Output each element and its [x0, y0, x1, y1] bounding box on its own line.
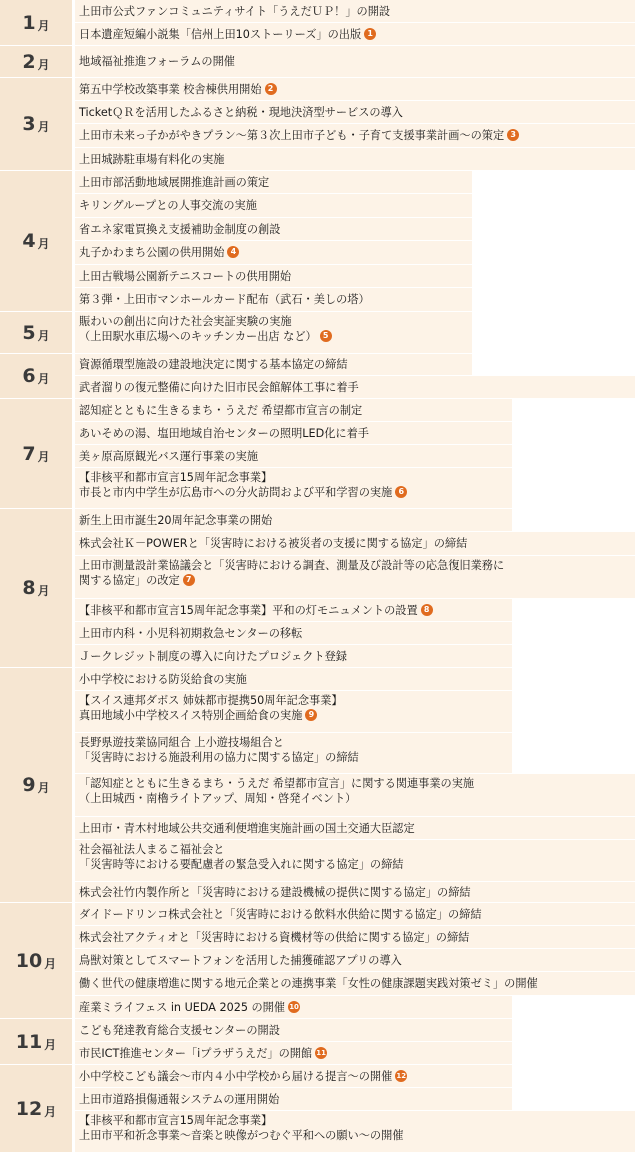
event-text-content: キリングループとの人事交流の実施 — [79, 199, 257, 212]
event-text-content: 産業ミライフェス in UEDA 2025 の開催 — [79, 1001, 286, 1014]
event-entry — [75, 101, 635, 124]
month-label — [0, 78, 72, 171]
month-label — [0, 509, 72, 668]
event-entry — [75, 532, 635, 556]
month-block — [0, 668, 635, 903]
month-unit: 月 — [37, 57, 50, 72]
event-text-content: 上田市未来っ子かがやきプラン～第３次上田市子ども・子育て支援事業計画～の策定 — [79, 129, 505, 142]
month-block — [0, 46, 635, 78]
month-unit: 月 — [37, 18, 50, 33]
month-unit: 月 — [44, 1037, 57, 1052]
event-text — [79, 536, 635, 551]
month-label — [0, 1019, 72, 1065]
event-text-content: 上田市平和祈念事業～音楽と映像がつむぐ平和への願い～の開催 — [79, 1129, 404, 1142]
reference-number-badge: 9 — [305, 709, 317, 721]
event-text — [79, 27, 635, 42]
month-number: 11 — [15, 1030, 43, 1053]
event-text — [79, 292, 472, 307]
event-text — [79, 403, 512, 418]
event-text-content: 認知症とともに生きるまち・うえだ 希望都市宣言の制定 — [79, 404, 363, 417]
event-entry — [75, 817, 635, 840]
month-label — [0, 1065, 72, 1153]
event-text — [79, 649, 512, 664]
event-entry — [75, 996, 512, 1019]
month-block — [0, 1019, 635, 1065]
month-unit: 月 — [37, 237, 50, 251]
event-text — [79, 1113, 635, 1128]
month-label — [0, 668, 72, 903]
event-text — [79, 1046, 512, 1061]
event-entry — [75, 241, 472, 265]
month-label — [0, 46, 72, 78]
event-text — [79, 1069, 512, 1084]
event-entry — [75, 556, 635, 599]
month-unit: 月 — [37, 584, 50, 598]
event-text — [79, 4, 635, 19]
event-entry — [75, 194, 472, 218]
event-entry — [75, 468, 512, 509]
event-text-content: 資源循環型施設の建設地決定に関する基本協定の締結 — [79, 358, 348, 371]
event-text-content: 上田市道路損傷通報システムの運用開始 — [79, 1093, 280, 1106]
event-text-content: 市長と市内中学生が広島市への分火訪問および平和学習の実施 — [79, 486, 393, 499]
event-text — [79, 54, 635, 69]
event-text-content: 新生上田市誕生20周年記念事業の開始 — [79, 514, 273, 527]
event-text — [79, 329, 472, 344]
event-text — [79, 1000, 512, 1015]
event-text-content: 賑わいの創出に向けた社会実証実験の実施 — [79, 315, 292, 328]
event-entry — [75, 46, 635, 78]
month-number: 10 — [15, 949, 43, 972]
month-block — [0, 1065, 635, 1153]
event-entry — [75, 509, 512, 532]
event-entry — [75, 668, 512, 691]
event-text — [79, 930, 635, 945]
event-text — [79, 105, 635, 120]
reference-number-badge: 6 — [395, 486, 407, 498]
month-label — [0, 312, 72, 354]
event-text-content: 上田市内科・小児科初期救急センターの移転 — [79, 627, 303, 640]
event-entry — [75, 354, 472, 376]
event-entry — [75, 218, 472, 241]
reference-number-badge: 1 — [364, 28, 376, 40]
event-text — [79, 776, 635, 791]
event-text — [79, 245, 472, 260]
event-text-content: 日本遺産短編小説集「信州上田10ストーリーズ」の出版 — [79, 28, 362, 41]
reference-number-badge: 10 — [289, 1003, 299, 1011]
month-number: 1 — [22, 11, 36, 34]
event-text — [79, 470, 512, 485]
month-label — [0, 903, 72, 1019]
event-text-content: 株式会社竹内製作所と「災害時における建設機械の提供に関する協定」の締結 — [79, 886, 471, 899]
event-entry — [75, 1042, 512, 1065]
reference-number-badge: 7 — [183, 574, 195, 586]
event-entry — [75, 882, 635, 903]
event-entry — [75, 445, 512, 468]
month-number: 5 — [22, 321, 36, 344]
reference-number-badge: 4 — [227, 246, 239, 258]
event-entry — [75, 1088, 512, 1111]
reference-number-badge: 12 — [396, 1072, 407, 1080]
event-text — [79, 449, 512, 464]
event-entry — [75, 903, 635, 926]
event-text-content: TicketＱＲを活用したふるさと納税・現地決済型サービスの導入 — [79, 106, 403, 119]
event-entry — [75, 1019, 512, 1042]
event-entry — [75, 148, 635, 171]
event-text-content: 上田市測量設計業協議会と「災害時における調査、測量及び設計等の応急復旧業務に — [79, 559, 505, 572]
event-text-content: 地域福祉推進フォーラムの開催 — [79, 55, 235, 68]
event-entry — [75, 926, 635, 949]
month-number: 8 — [22, 577, 36, 599]
event-text — [79, 603, 512, 618]
event-entry — [75, 691, 512, 733]
event-text-content: 株式会社Ｋ－POWERと「災害時における被災者の支援に関する協定」の締結 — [79, 537, 468, 550]
event-text — [79, 152, 635, 167]
event-entry — [75, 1065, 512, 1088]
month-label — [0, 354, 72, 399]
event-text — [79, 558, 635, 573]
event-text — [79, 1092, 512, 1107]
event-text-content: 「災害時における施設利用の協力に関する協定」の締結 — [79, 751, 359, 764]
event-text-content: ダイドードリンコ株式会社と「災害時における飲料水供給に関する協定」の締結 — [79, 908, 482, 921]
event-text — [79, 128, 635, 143]
event-text-content: 【非核平和都市宣言15周年記念事業】 — [79, 1114, 273, 1127]
month-number: 2 — [22, 50, 36, 73]
event-entry — [75, 171, 472, 194]
event-text — [79, 426, 512, 441]
month-block — [0, 399, 635, 509]
event-text-content: 上田市公式ファンコミュニティサイト「うえだＵＰ！」の開設 — [79, 5, 391, 18]
event-text-content: 株式会社アクティオと「災害時における資機材等の供給に関する協定」の締結 — [79, 931, 470, 944]
reference-number-badge: 5 — [320, 330, 332, 342]
month-unit: 月 — [44, 956, 57, 971]
month-number: 9 — [22, 774, 36, 796]
event-text-content: 第五中学校改築事業 校舎棟供用開始 — [79, 83, 262, 96]
event-text-content: 武者溜りの復元整備に向けた旧市民会館解体工事に着手 — [79, 381, 359, 394]
event-text — [79, 1128, 635, 1143]
event-text — [79, 791, 635, 806]
event-text — [79, 269, 472, 284]
event-entry — [75, 376, 635, 399]
event-text — [79, 708, 512, 723]
event-text-content: 社会福祉法人まるこ福祉会と — [79, 843, 225, 856]
month-block — [0, 171, 635, 312]
event-entry — [75, 599, 512, 622]
event-text-content: 丸子かわまち公園の供用開始 — [79, 246, 225, 259]
month-unit: 月 — [37, 328, 50, 343]
event-entry — [75, 622, 512, 645]
event-text-content: 上田市・青木村地域公共交通利便増進実施計画の国土交通大臣認定 — [79, 822, 415, 835]
month-label — [0, 0, 72, 46]
month-block — [0, 354, 635, 399]
month-unit: 月 — [44, 1104, 57, 1119]
event-text — [79, 222, 472, 237]
event-text — [79, 693, 512, 708]
event-text — [79, 953, 635, 968]
month-unit: 月 — [37, 372, 50, 386]
event-text-content: 【スイス連邦ダボス 姉妹都市提携50周年記念事業】 — [79, 694, 343, 707]
event-text — [79, 380, 635, 395]
month-number: 4 — [22, 230, 36, 252]
event-text — [79, 198, 472, 213]
event-entry — [75, 0, 635, 23]
event-text — [79, 175, 472, 190]
month-block — [0, 903, 635, 1019]
event-text — [79, 976, 635, 991]
event-text-content: 真田地域小中学校スイス特別企画給食の実施 — [79, 709, 303, 722]
event-entry — [75, 1111, 635, 1153]
event-entry — [75, 288, 472, 312]
event-text — [79, 735, 512, 750]
month-number: 6 — [22, 365, 36, 387]
event-text-content: 上田城跡駐車場有料化の実施 — [79, 153, 225, 166]
event-text-content: あいそめの湯、塩田地域自治センターの照明LED化に着手 — [79, 427, 369, 440]
reference-number-badge: 2 — [265, 83, 277, 95]
reference-number-badge: 3 — [507, 129, 519, 141]
event-text-content: Ｊークレジット制度の導入に向けたプロジェクト登録 — [79, 650, 347, 663]
event-text — [79, 357, 472, 372]
event-entry — [75, 733, 512, 774]
event-text-content: （上田城西・南櫓ライトアップ、周知・啓発イベント） — [79, 792, 357, 805]
event-entry — [75, 645, 512, 668]
event-text — [79, 573, 635, 588]
month-number: 3 — [22, 113, 36, 135]
event-entry — [75, 124, 635, 148]
month-unit: 月 — [37, 781, 50, 795]
event-entry — [75, 840, 635, 882]
event-text-content: 市民ICT推進センター「iプラザうえだ」の開館 — [79, 1047, 313, 1060]
event-text — [79, 626, 512, 641]
event-text — [79, 485, 512, 500]
event-text-content: 美ヶ原高原観光バス運行事業の実施 — [79, 450, 259, 463]
event-text — [79, 672, 512, 687]
event-entry — [75, 972, 635, 996]
reference-number-badge: 11 — [316, 1049, 327, 1057]
event-entry — [75, 774, 635, 817]
month-label — [0, 399, 72, 509]
event-text — [79, 1023, 512, 1038]
event-text — [79, 82, 635, 97]
reference-number-badge: 8 — [421, 604, 433, 616]
event-text-content: こども発達教育総合支援センターの開設 — [79, 1024, 280, 1037]
event-text-content: 「災害時等における要配慮者の緊急受入れに関する協定」の締結 — [79, 858, 404, 871]
month-number: 12 — [15, 1097, 43, 1120]
event-text-content: 小中学校における防災給食の実施 — [79, 673, 247, 686]
event-text — [79, 842, 635, 857]
event-text — [79, 513, 512, 528]
event-text — [79, 314, 472, 329]
month-block — [0, 312, 635, 354]
event-text — [79, 885, 635, 900]
event-text-content: 省エネ家電買換え支援補助金制度の創設 — [79, 223, 281, 236]
event-entry — [75, 949, 635, 972]
event-text-content: 関する協定」の改定 — [79, 574, 180, 587]
month-block — [0, 0, 635, 46]
month-block — [0, 78, 635, 171]
event-text-content: 上田古戦場公園新テニスコートの供用開始 — [79, 270, 292, 283]
event-text — [79, 907, 635, 922]
event-text-content: 長野県遊技業協同組合 上小遊技場組合と — [79, 736, 284, 749]
event-text — [79, 821, 635, 836]
event-entry — [75, 312, 472, 354]
event-text-content: 働く世代の健康増進に関する地元企業との連携事業「女性の健康課題実践対策ゼミ」の開催 — [79, 977, 538, 990]
event-entry — [75, 265, 472, 288]
event-text — [79, 750, 512, 765]
event-text-content: （上田駅水車広場へのキッチンカー出店 など） — [79, 330, 317, 343]
event-text-content: 「認知症とともに生きるまち・うえだ 希望都市宣言」に関する関連事業の実施 — [79, 777, 475, 790]
month-block — [0, 509, 635, 668]
event-text — [79, 857, 635, 872]
event-text-content: 鳥獣対策としてスマートフォンを活用した捕獲確認アプリの導入 — [79, 954, 402, 967]
event-entry — [75, 399, 512, 422]
event-text-content: 小中学校こども議会～市内４小中学校から届ける提言～の開催 — [79, 1070, 393, 1083]
event-text-content: 上田市部活動地域展開推進計画の策定 — [79, 176, 270, 189]
month-number: 7 — [22, 442, 36, 465]
event-text-content: 第３弾・上田市マンホールカード配布（武石・美しの塔） — [79, 293, 370, 306]
event-entry — [75, 23, 635, 46]
event-text-content: 【非核平和都市宣言15周年記念事業】 — [79, 471, 273, 484]
month-unit: 月 — [37, 449, 50, 464]
event-entry — [75, 78, 635, 101]
event-entry — [75, 422, 512, 445]
event-text-content: 【非核平和都市宣言15周年記念事業】平和の灯モニュメントの設置 — [79, 604, 418, 617]
month-label — [0, 171, 72, 312]
month-unit: 月 — [37, 120, 50, 134]
